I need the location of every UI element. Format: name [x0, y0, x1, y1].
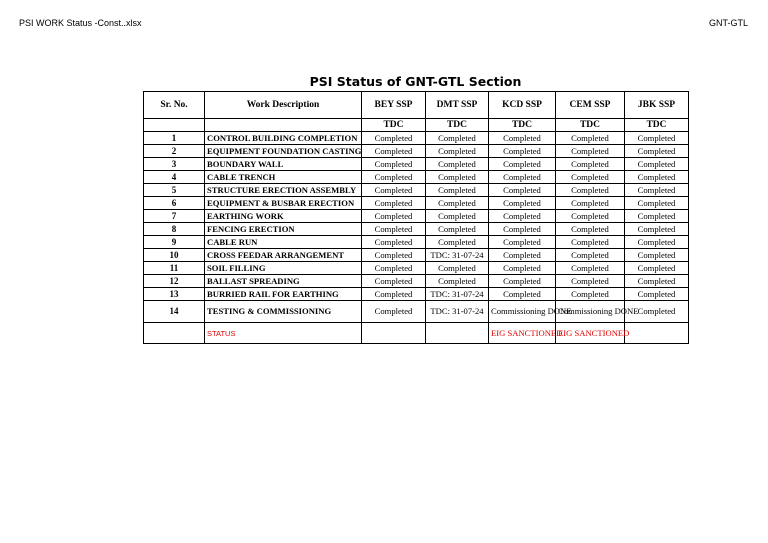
table-row	[144, 262, 689, 275]
col-header-jbk-ssp: JBK SSP	[625, 92, 689, 119]
col-header-kcd-ssp: KCD SSP	[489, 92, 556, 119]
status-cell: Completed	[625, 184, 689, 197]
tdc-subheader-row	[144, 119, 689, 132]
sr-no-cell: 10	[144, 249, 205, 262]
status-cell: Completed	[489, 197, 556, 210]
status-cell: Completed	[489, 171, 556, 184]
table-row	[144, 301, 689, 323]
status-cell: Completed	[556, 132, 625, 145]
sr-no-cell: 1	[144, 132, 205, 145]
status-cell: TDC: 31-07-24	[426, 288, 489, 301]
subheader-cell: TDC	[426, 119, 489, 132]
status-cell: Completed	[362, 184, 426, 197]
status-cell: Completed	[426, 223, 489, 236]
sheet-title: PSI Status of GNT-GTL Section	[309, 74, 522, 89]
work-description-cell: CABLE RUN	[205, 236, 362, 249]
psi-status-table	[143, 91, 689, 344]
sr-no-cell: 4	[144, 171, 205, 184]
status-cell: TDC: 31-07-24	[426, 301, 489, 323]
status-cell: Completed	[625, 236, 689, 249]
col-header-bey-ssp: BEY SSP	[362, 92, 426, 119]
status-cell: TDC: 31-07-24	[426, 249, 489, 262]
status-cell: Completed	[556, 288, 625, 301]
status-cell: Completed	[556, 275, 625, 288]
sr-no-cell: 13	[144, 288, 205, 301]
status-cell: Completed	[625, 145, 689, 158]
status-cell: Completed	[426, 158, 489, 171]
status-cell: Completed	[556, 223, 625, 236]
status-cell: Completed	[489, 132, 556, 145]
status-cell: Completed	[489, 158, 556, 171]
status-row	[144, 323, 689, 344]
work-description-cell: SOIL FILLING	[205, 262, 362, 275]
header-row	[144, 92, 689, 119]
table-row	[144, 197, 689, 210]
status-cell: Completed	[489, 249, 556, 262]
work-description-cell: FENCING ERECTION	[205, 223, 362, 236]
status-cell: Completed	[426, 197, 489, 210]
work-description-cell: STRUCTURE ERECTION ASSEMBLY	[205, 184, 362, 197]
subheader-cell: TDC	[625, 119, 689, 132]
status-cell: Completed	[489, 223, 556, 236]
status-cell: Completed	[362, 171, 426, 184]
work-description-cell: BURRIED RAIL FOR EARTHING	[205, 288, 362, 301]
status-cell: Completed	[426, 145, 489, 158]
status-cell: Completed	[625, 197, 689, 210]
sr-no-cell: 9	[144, 236, 205, 249]
status-cell: Completed	[625, 158, 689, 171]
table-row	[144, 171, 689, 184]
status-cell: Completed	[556, 249, 625, 262]
table-row	[144, 223, 689, 236]
subheader-cell	[205, 119, 362, 132]
status-cell: Completed	[625, 262, 689, 275]
work-description-cell: CROSS FEEDAR ARRANGEMENT	[205, 249, 362, 262]
col-header-dmt-ssp: DMT SSP	[426, 92, 489, 119]
status-cell: Completed	[625, 249, 689, 262]
status-remark-cell	[625, 323, 689, 344]
status-cell: Completed	[362, 288, 426, 301]
status-cell: Completed	[489, 288, 556, 301]
work-description-cell: BALLAST SPREADING	[205, 275, 362, 288]
status-cell: Completed	[625, 132, 689, 145]
status-cell: Completed	[362, 301, 426, 323]
table-row	[144, 288, 689, 301]
sr-no-cell: 12	[144, 275, 205, 288]
status-cell: Completed	[556, 145, 625, 158]
status-cell: Completed	[489, 210, 556, 223]
status-remark-cell	[362, 323, 426, 344]
table-row	[144, 249, 689, 262]
sr-no-cell: 6	[144, 197, 205, 210]
sr-no-cell: 14	[144, 301, 205, 323]
status-cell: Completed	[362, 223, 426, 236]
subheader-cell: TDC	[362, 119, 426, 132]
status-remark-cell: EIG SANCTIONED	[556, 323, 625, 344]
status-cell: Completed	[426, 210, 489, 223]
status-cell: Completed	[556, 184, 625, 197]
sr-no-cell: 5	[144, 184, 205, 197]
subheader-cell	[144, 119, 205, 132]
table-row	[144, 145, 689, 158]
status-remark-cell	[426, 323, 489, 344]
status-cell: Completed	[556, 262, 625, 275]
status-cell: Completed	[489, 275, 556, 288]
work-description-cell: CABLE TRENCH	[205, 171, 362, 184]
status-cell: Completed	[362, 275, 426, 288]
status-cell: Commissioning DONE	[489, 301, 556, 323]
status-cell: Completed	[556, 197, 625, 210]
status-remark-cell: EIG SANCTIONED	[489, 323, 556, 344]
status-cell: Completed	[489, 236, 556, 249]
sr-no-cell: 3	[144, 158, 205, 171]
status-label: STATUS	[205, 323, 362, 344]
status-cell: Completed	[625, 210, 689, 223]
table-row	[144, 184, 689, 197]
subheader-cell: TDC	[489, 119, 556, 132]
col-header-work-description: Work Description	[205, 92, 362, 119]
work-description-cell: EQUIPMENT FOUNDATION CASTING	[205, 145, 362, 158]
status-row-empty-cell	[144, 323, 205, 344]
status-cell: Completed	[362, 249, 426, 262]
status-cell: Completed	[556, 210, 625, 223]
status-cell: Completed	[362, 158, 426, 171]
status-cell: Completed	[426, 236, 489, 249]
work-description-cell: CONTROL BUILDING COMPLETION	[205, 132, 362, 145]
status-cell: Commissioning DONE	[556, 301, 625, 323]
status-cell: Completed	[556, 158, 625, 171]
status-cell: Completed	[426, 275, 489, 288]
status-cell: Completed	[625, 171, 689, 184]
sr-no-cell: 7	[144, 210, 205, 223]
work-description-cell: EARTHING WORK	[205, 210, 362, 223]
col-header-sr-no: Sr. No.	[144, 92, 205, 119]
status-cell: Completed	[426, 171, 489, 184]
col-header-cem-ssp: CEM SSP	[556, 92, 625, 119]
status-cell: Completed	[556, 236, 625, 249]
table-row	[144, 275, 689, 288]
sr-no-cell: 2	[144, 145, 205, 158]
work-description-cell: TESTING & COMMISSIONING	[205, 301, 362, 323]
status-cell: Completed	[625, 275, 689, 288]
status-cell: Completed	[362, 145, 426, 158]
table-row	[144, 158, 689, 171]
table-row	[144, 236, 689, 249]
work-description-cell: BOUNDARY WALL	[205, 158, 362, 171]
status-cell: Completed	[489, 145, 556, 158]
subheader-cell: TDC	[556, 119, 625, 132]
status-cell: Completed	[426, 184, 489, 197]
status-cell: Completed	[362, 210, 426, 223]
status-cell: Completed	[426, 262, 489, 275]
status-cell: Completed	[625, 288, 689, 301]
file-name: PSI WORK Status -Const..xlsx	[19, 18, 142, 28]
status-cell: Completed	[625, 223, 689, 236]
table-row	[144, 210, 689, 223]
status-cell: Completed	[625, 301, 689, 323]
status-cell: Completed	[362, 262, 426, 275]
table-row	[144, 132, 689, 145]
status-cell: Completed	[362, 197, 426, 210]
status-cell: Completed	[362, 236, 426, 249]
work-description-cell: EQUIPMENT & BUSBAR ERECTION	[205, 197, 362, 210]
sr-no-cell: 8	[144, 223, 205, 236]
status-cell: Completed	[489, 262, 556, 275]
status-cell: Completed	[426, 132, 489, 145]
status-cell: Completed	[556, 171, 625, 184]
section-label: GNT-GTL	[708, 18, 748, 28]
status-cell: Completed	[489, 184, 556, 197]
status-cell: Completed	[362, 132, 426, 145]
sr-no-cell: 11	[144, 262, 205, 275]
